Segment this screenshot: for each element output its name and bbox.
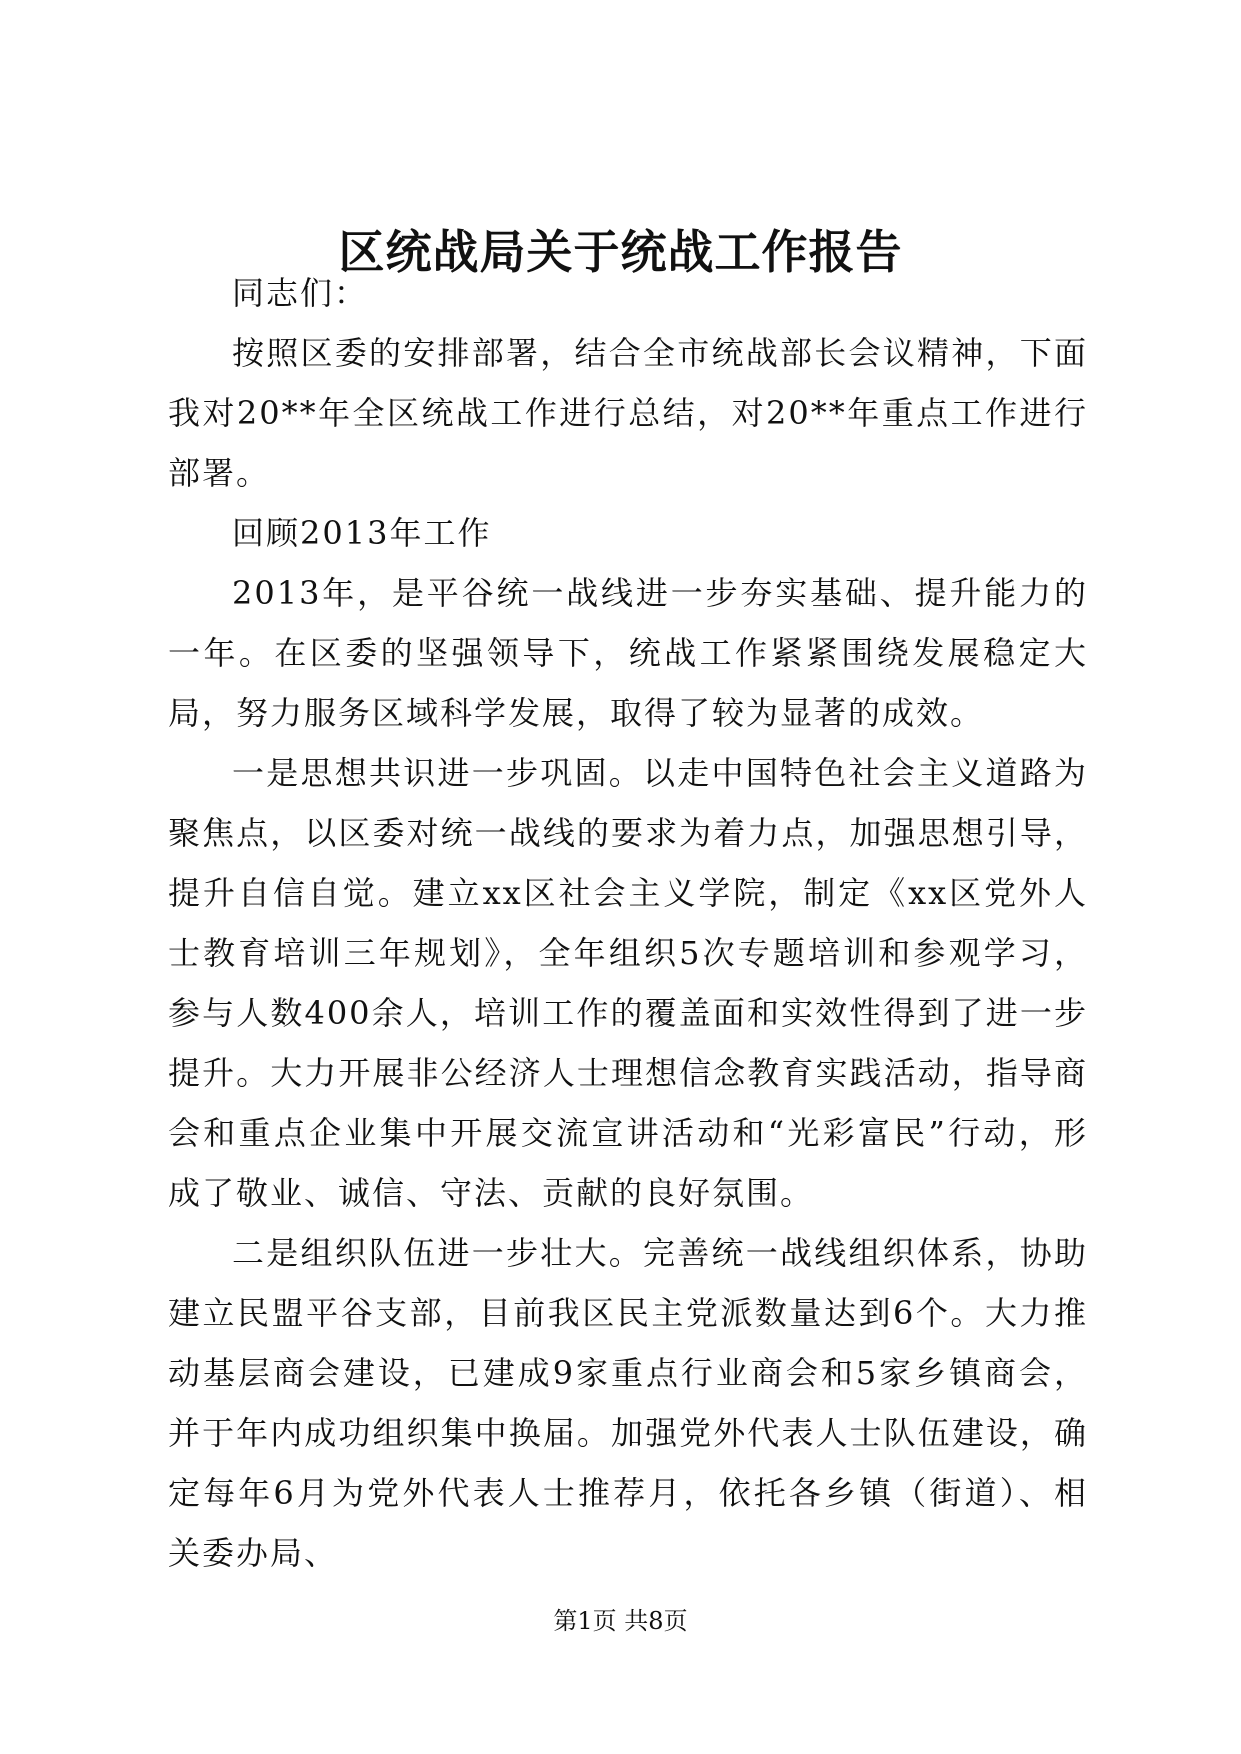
paragraph-salutation: 同志们： bbox=[232, 274, 369, 312]
paragraph-point-one: 一是思想共识进一步巩固。以走中国特色社会主义道路为聚焦点，以区委对统一战线的要求为着力点，加强思想引导，提升自信自觉。建立xx区社会主义学院，制定《xx区党外人士教育培训三年规划》，全年组织5次专题培训和参观学习，参与人数400余人，培训工作的覆盖面和实效性得到了进一步提升。大力开展非公经济人士理想信念教育实践活动，指导商会和重点企业集中开展交流宣讲活动和“光彩富民”行动，形成了敬业、诚信、守法、贡献的良好氛围。 bbox=[168, 754, 1088, 1212]
paragraph-overview: 2013年，是平谷统一战线进一步夯实基础、提升能力的一年。在区委的坚强领导下，统战工作紧紧围绕发展稳定大局，努力服务区域科学发展，取得了较为显著的成效。 bbox=[168, 574, 1088, 732]
document-body bbox=[168, 263, 1088, 1583]
section-heading: 回顾2013年工作 bbox=[232, 514, 492, 552]
document-title: 区统战局关于统战工作报告 bbox=[338, 225, 903, 279]
paragraph-point-two: 二是组织队伍进一步壮大。完善统一战线组织体系，协助建立民盟平谷支部，目前我区民主党派数量达到6个。大力推动基层商会建设，已建成9家重点行业商会和5家乡镇商会，并于年内成功组织集中换届。加强党外代表人士队伍建设，确定每年6月为党外代表人士推荐月，依托各乡镇（街道）、相关委办局、 bbox=[168, 1234, 1088, 1572]
page-number-footer: 第1页 共8页 bbox=[553, 1607, 688, 1635]
paragraph-intro: 按照区委的安排部署，结合全市统战部长会议精神，下面我对20**年全区统战工作进行总结，对20**年重点工作进行部署。 bbox=[168, 334, 1088, 492]
